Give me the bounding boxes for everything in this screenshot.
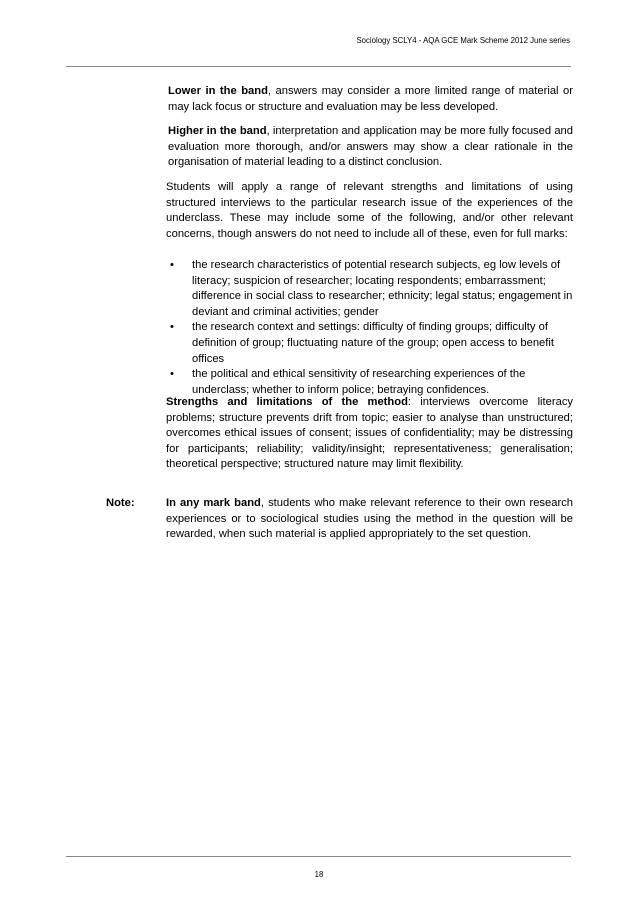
bullet-marker: • [170,321,174,334]
lower-band-text: , answers may consider a more limited range of material or may lack focus or structure and evaluation may be less developed. [168,85,573,113]
higher-band-text: , interpretation and application may be more fully focused and evaluation more thorough, and/or answers may show a clear rationale in the organisation of material leading to a distinct conclusion. [168,125,573,169]
bullet-list [166,258,573,398]
note-heading: In any mark band [166,497,261,509]
list-item-text: the political and ethical sensitivity of researching experiences of the underclass; whether to inform police; betraying confidences. [192,368,526,396]
list-item [166,367,573,398]
page-header: Sociology SCLY4 - AQA GCE Mark Scheme 2012 June series [356,36,570,45]
header-rule [66,66,571,67]
note-label: Note: [106,497,135,509]
lower-band-heading: Lower in the band [168,85,268,97]
list-item-text: the research context and settings: difficulty of finding groups; difficulty of definition of group; fluctuating nature of the group; open access to benefit offices [192,321,554,365]
page-number: 18 [314,870,324,879]
footer-rule [66,856,571,857]
list-item [166,258,573,320]
paragraph-lower-band [168,84,573,115]
note-text: , students who make relevant reference to their own research experiences or to sociological studies using the method in the question will be rewarded, when such material is applied appropriately to the set question. [166,497,574,541]
bullet-marker: • [170,368,174,381]
strengths-text: : interviews overcome literacy problems; structure prevents drift from topic; easier to analyse than unstructured; overcomes ethical issues of consent; issues of confidentiality; may be distressing for participants; reliability; validity/insight; representativeness; generalisation; theoretical perspective; structured nature may limit flexibility. [166,396,574,471]
list-item [166,320,573,367]
paragraph-strengths-limitations [166,395,573,473]
paragraph-higher-band [168,124,573,171]
paragraph-note [166,496,573,543]
paragraph-students: Students will apply a range of relevant strengths and limitations of using structured interviews to the particular research issue of the experiences of the underclass. These may include some of the following, and/or other relevant concerns, though answers do not need to include all of these, even for full marks: [166,181,573,240]
list-item-text: the research characteristics of potential research subjects, eg low levels of literacy; suspicion of researcher; locating respondents; embarrassment; difference in social class to researcher; ethnicity; legal status; engagement in deviant and criminal activities; gender [192,259,573,318]
strengths-heading: Strengths and limitations of the method [166,396,408,408]
bullet-marker: • [170,259,174,271]
higher-band-heading: Higher in the band [168,125,267,137]
